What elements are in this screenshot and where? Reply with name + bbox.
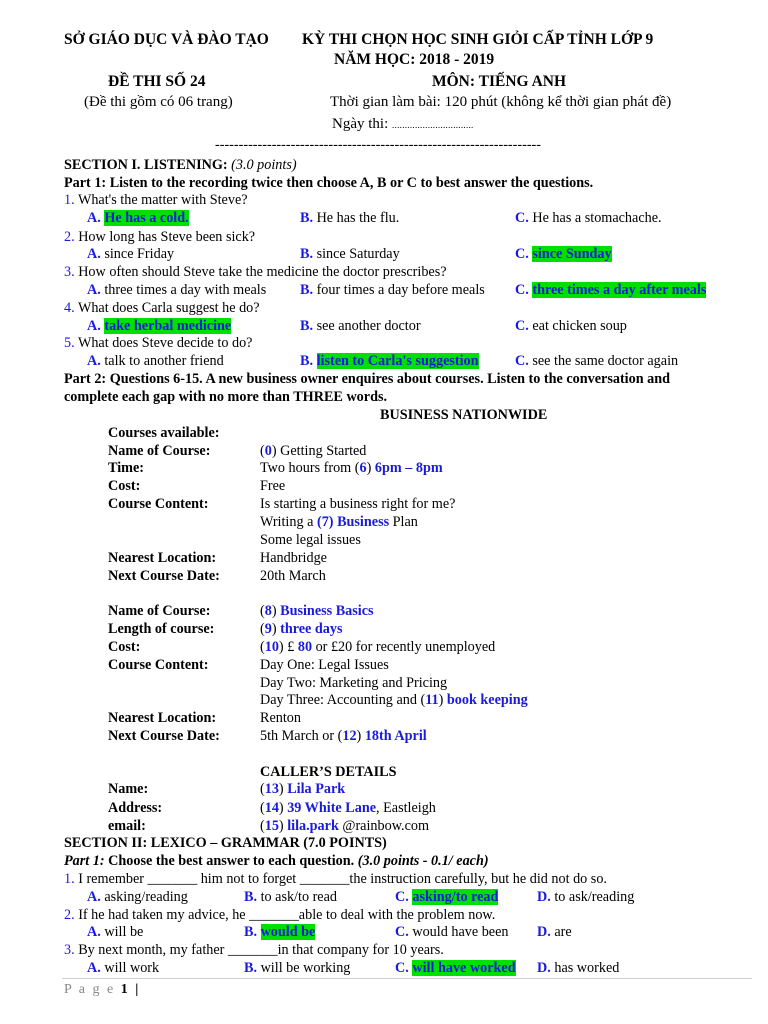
option-text: has worked (554, 960, 620, 976)
exam-number: ĐỀ THI SỐ 24 (108, 73, 206, 90)
q4-option-b[interactable] (300, 318, 421, 335)
option-letter: A. (87, 318, 101, 334)
question-text: How long has Steve been sick? (78, 229, 256, 245)
q4-option-c[interactable] (515, 318, 627, 335)
listening-question-2 (64, 229, 255, 246)
option-text: are (554, 924, 572, 940)
date-prefix: 5th March or (260, 728, 338, 744)
option-letter: A. (87, 282, 101, 298)
option-letter: D. (537, 924, 551, 940)
q2-option-c[interactable] (515, 246, 612, 263)
caller-details-title: CALLER’S DETAILS (260, 764, 397, 780)
section2-title: SECTION II: LEXICO – GRAMMAR (7.0 POINTS) (64, 835, 387, 851)
instruction-text: Choose the best answer to each question. (104, 853, 358, 869)
separator: --------------------------------------------------------------------- (215, 137, 541, 153)
section1-heading (64, 157, 297, 174)
exam-title: KỲ THI CHỌN HỌC SINH GIỎI CẤP TỈNH LỚP 9 (302, 31, 654, 48)
option-text: He has the flu. (316, 210, 400, 226)
question-number: 1. (64, 871, 75, 887)
time-note: Thời gian làm bài: 120 phút (không kể thời gian phát đề) (330, 94, 672, 110)
grammar-question-3 (64, 942, 444, 959)
page-label: P a g e (64, 982, 116, 997)
section1-title: SECTION I. LISTENING: (64, 157, 228, 173)
question-number: 4. (64, 300, 75, 316)
question-number: 5. (64, 335, 75, 351)
grammar-question-1 (64, 871, 607, 888)
content-prefix: Writing a (260, 514, 317, 530)
g1-option-d[interactable] (537, 889, 634, 906)
exam-date (332, 116, 474, 134)
option-letter: A. (87, 210, 101, 226)
course2-name-value: (8) Business Basics (260, 603, 374, 619)
page-number: 1 (120, 982, 130, 997)
gap-answer: 80 (297, 639, 313, 655)
option-letter: A. (87, 889, 101, 905)
course1-content-label: Course Content: (108, 496, 209, 512)
option-letter: C. (395, 924, 409, 940)
gap-number: 9 (264, 621, 272, 637)
option-text-correct: He has a cold. (104, 210, 189, 226)
option-letter: B. (300, 353, 314, 369)
paren: ) (328, 514, 334, 530)
option-text: four times a day before meals (316, 282, 485, 298)
g2-option-b[interactable] (244, 924, 315, 941)
course1-name-label: Name of Course: (108, 443, 211, 459)
caller-email-value: (15) lila.park @rainbow.com (260, 818, 429, 834)
option-letter: A. (87, 960, 101, 976)
gap-answer: lila.park (287, 818, 339, 834)
course1-date-label: Next Course Date: (108, 568, 220, 584)
course1-cost-value: Free (260, 478, 286, 494)
gap-number: 15 (264, 818, 279, 834)
part1-instruction: Part 1: Listen to the recording twice then choose A, B or C to best answer the questions. (64, 175, 594, 191)
question-text: What's the matter with Steve? (77, 192, 248, 208)
gap-answer: Business Basics (280, 603, 374, 619)
option-letter: C. (395, 889, 409, 905)
g3-option-a[interactable] (87, 960, 159, 977)
q3-option-c[interactable] (515, 282, 706, 299)
email-suffix: @rainbow.com (338, 818, 429, 834)
question-number: 2. (64, 229, 75, 245)
option-text: He has a stomachache. (532, 210, 662, 226)
option-text: will be (104, 924, 144, 940)
gap-answer: three days (280, 621, 343, 637)
date-dots: ................................ (392, 120, 474, 130)
option-letter: A. (87, 924, 101, 940)
gap-number: 8 (264, 603, 272, 619)
caller-address-value: (14) 39 White Lane, Eastleigh (260, 800, 436, 816)
course2-location-label: Nearest Location: (108, 710, 217, 726)
option-letter: A. (87, 246, 101, 262)
gap-number: 13 (264, 781, 279, 797)
section2-part1-instruction (64, 853, 489, 870)
footer-divider (62, 978, 752, 979)
gap-answer: Lila Park (287, 781, 346, 797)
option-letter: B. (244, 960, 258, 976)
option-text-correct: would be (260, 924, 316, 940)
question-text: How often should Steve take the medicine the doctor prescribes? (78, 264, 447, 280)
option-letter: B. (300, 318, 314, 334)
option-letter: D. (537, 960, 551, 976)
option-text: see another doctor (316, 318, 421, 334)
option-text: will work (104, 960, 160, 976)
course1-cost-label: Cost: (108, 478, 141, 494)
points-text: (3.0 points - 0.1/ each) (357, 853, 489, 869)
option-letter: C. (515, 318, 529, 334)
caller-name-value: (13) Lila Park (260, 781, 346, 797)
option-letter: C. (515, 282, 529, 298)
date-label: Ngày thi: (332, 116, 389, 132)
q5-option-c[interactable] (515, 353, 678, 370)
course2-name-label: Name of Course: (108, 603, 211, 619)
course2-content-label: Course Content: (108, 657, 209, 673)
course2-day1: Day One: Legal Issues (260, 657, 389, 673)
q5-option-a[interactable] (87, 353, 224, 370)
option-text-correct: asking/to read (412, 889, 499, 905)
subject: MÔN: TIẾNG ANH (432, 73, 567, 90)
option-text: to ask/reading (554, 889, 635, 905)
cost-suffix: or £20 for recently unemployed (312, 639, 496, 655)
q2-option-b[interactable] (300, 246, 400, 263)
gap-number: 12 (342, 728, 357, 744)
option-text: would have been (412, 924, 509, 940)
caller-email-label: email: (108, 818, 146, 834)
address-suffix: , Eastleigh (376, 800, 436, 816)
paren: ) (366, 460, 372, 476)
listening-question-3 (64, 264, 447, 281)
gap-number: 11 (425, 692, 439, 708)
question-number: 3. (64, 942, 75, 958)
course1-content-1: Is starting a business right for me? (260, 496, 456, 512)
part2-instruction-line1: Part 2: Questions 6-15. A new business owner enquires about courses. Listen to the conversation and (64, 371, 671, 387)
option-letter: D. (537, 889, 551, 905)
course2-day2: Day Two: Marketing and Pricing (260, 675, 448, 691)
caller-address-label: Address: (108, 800, 163, 816)
gap-answer: 6pm – 8pm (374, 460, 443, 476)
g3-option-b[interactable] (244, 960, 350, 977)
option-text: talk to another friend (104, 353, 224, 369)
option-letter: A. (87, 353, 101, 369)
page-footer (64, 982, 140, 998)
option-text: will be working (260, 960, 351, 976)
paren: ( (316, 514, 322, 530)
course1-content-2 (260, 514, 418, 531)
course2-length-label: Length of course: (108, 621, 215, 637)
gap-number: 14 (264, 800, 279, 816)
course2-date-value: 5th March or (12) 18th April (260, 728, 427, 744)
option-text: since Friday (104, 246, 175, 262)
course-name: Getting Started (276, 443, 367, 459)
option-text: since Saturday (316, 246, 400, 262)
cost-prefix: £ (287, 639, 298, 655)
option-letter: B. (300, 246, 314, 262)
question-text: What does Steve decide to do? (77, 335, 253, 351)
gap-number: 7 (321, 514, 329, 530)
course1-time-label: Time: (108, 460, 144, 476)
option-letter: C. (515, 210, 529, 226)
gap-answer: book keeping (446, 692, 528, 708)
q1-option-a[interactable] (87, 210, 189, 227)
business-title: BUSINESS NATIONWIDE (380, 407, 548, 423)
school-year: NĂM HỌC: 2018 - 2019 (334, 51, 495, 68)
page-bar: | (129, 982, 141, 997)
option-text: to ask/to read (260, 889, 337, 905)
option-text-correct: will have worked (412, 960, 516, 976)
course1-name-value (260, 443, 366, 460)
g3-option-c[interactable] (395, 960, 516, 977)
option-letter: B. (300, 210, 314, 226)
question-number: 1. (64, 192, 75, 208)
option-letter: B. (300, 282, 314, 298)
option-letter: B. (244, 924, 258, 940)
q4-option-a[interactable] (87, 318, 231, 335)
gap-number: 10 (264, 639, 279, 655)
g1-option-a[interactable] (87, 889, 188, 906)
q5-option-b[interactable] (300, 353, 479, 370)
question-text: If he had taken my advice, he _______able to deal with the problem now. (74, 907, 496, 923)
course1-location-label: Nearest Location: (108, 550, 217, 566)
g1-option-b[interactable] (244, 889, 337, 906)
question-number: 3. (64, 264, 75, 280)
course2-location-value: Renton (260, 710, 301, 726)
option-letter: B. (244, 889, 258, 905)
g2-option-c[interactable] (395, 924, 508, 941)
listening-question-4 (64, 300, 260, 317)
course2-cost-label: Cost: (108, 639, 141, 655)
g2-option-d[interactable] (537, 924, 572, 941)
question-number: 2. (64, 907, 75, 923)
option-letter: C. (395, 960, 409, 976)
gap-answer: 18th April (364, 728, 427, 744)
q3-option-b[interactable] (300, 282, 485, 299)
course2-day3: Day Three: Accounting and (11) book keeping (260, 692, 528, 708)
option-letter: C. (515, 353, 529, 369)
option-text-correct: since Sunday (532, 246, 612, 262)
question-text: By next month, my father _______in that company for 10 years. (74, 942, 444, 958)
q1-option-c[interactable] (515, 210, 662, 227)
course2-length-value: (9) three days (260, 621, 343, 637)
listening-question-1 (64, 192, 248, 209)
option-text: asking/reading (104, 889, 188, 905)
gap-number: 0 (264, 443, 272, 459)
question-text: What does Carla suggest he do? (77, 300, 260, 316)
q1-option-b[interactable] (300, 210, 399, 227)
g3-option-d[interactable] (537, 960, 619, 977)
listening-question-5 (64, 335, 252, 352)
option-text-correct: listen to Carla's suggestion (316, 353, 479, 369)
course1-date-value: 20th March (260, 568, 326, 584)
option-text: see the same doctor again (532, 353, 679, 369)
q2-option-a[interactable] (87, 246, 174, 263)
department-name: SỞ GIÁO DỤC VÀ ĐÀO TẠO (64, 31, 269, 48)
gap-answer: 39 White Lane (287, 800, 377, 816)
part-label: Part 1: (64, 853, 105, 869)
course2-cost-value: (10) £ 80 or £20 for recently unemployed (260, 639, 496, 655)
pages-note: (Đề thi gồm có 06 trang) (84, 94, 233, 110)
course2-date-label: Next Course Date: (108, 728, 220, 744)
section1-points: (3.0 points) (231, 157, 297, 173)
paren: ( (260, 443, 265, 459)
course1-time-value (260, 460, 443, 477)
g1-option-c[interactable] (395, 889, 498, 906)
paren: ) (271, 443, 277, 459)
gap-number: 6 (359, 460, 367, 476)
q3-option-a[interactable] (87, 282, 266, 299)
time-prefix: Two hours from ( (260, 460, 360, 476)
caller-name-label: Name: (108, 781, 149, 797)
gap-answer: Business (337, 514, 390, 530)
option-letter: C. (515, 246, 529, 262)
question-text: I remember _______ him not to forget _______the instruction carefully, but he did not do so. (74, 871, 607, 887)
option-text: eat chicken soup (532, 318, 627, 334)
option-text-correct: three times a day after meals (532, 282, 707, 298)
course1-content-3: Some legal issues (260, 532, 361, 548)
part2-instruction-line2: complete each gap with no more than THREE words. (64, 389, 388, 405)
day3-prefix: Day Three: Accounting and (260, 692, 421, 708)
option-text-correct: take herbal medicine (104, 318, 232, 334)
courses-available-label: Courses available: (108, 425, 220, 441)
course1-location-value: Handbridge (260, 550, 327, 566)
content-suffix: Plan (389, 514, 418, 530)
option-text: three times a day with meals (104, 282, 267, 298)
grammar-question-2 (64, 907, 495, 924)
g2-option-a[interactable] (87, 924, 143, 941)
